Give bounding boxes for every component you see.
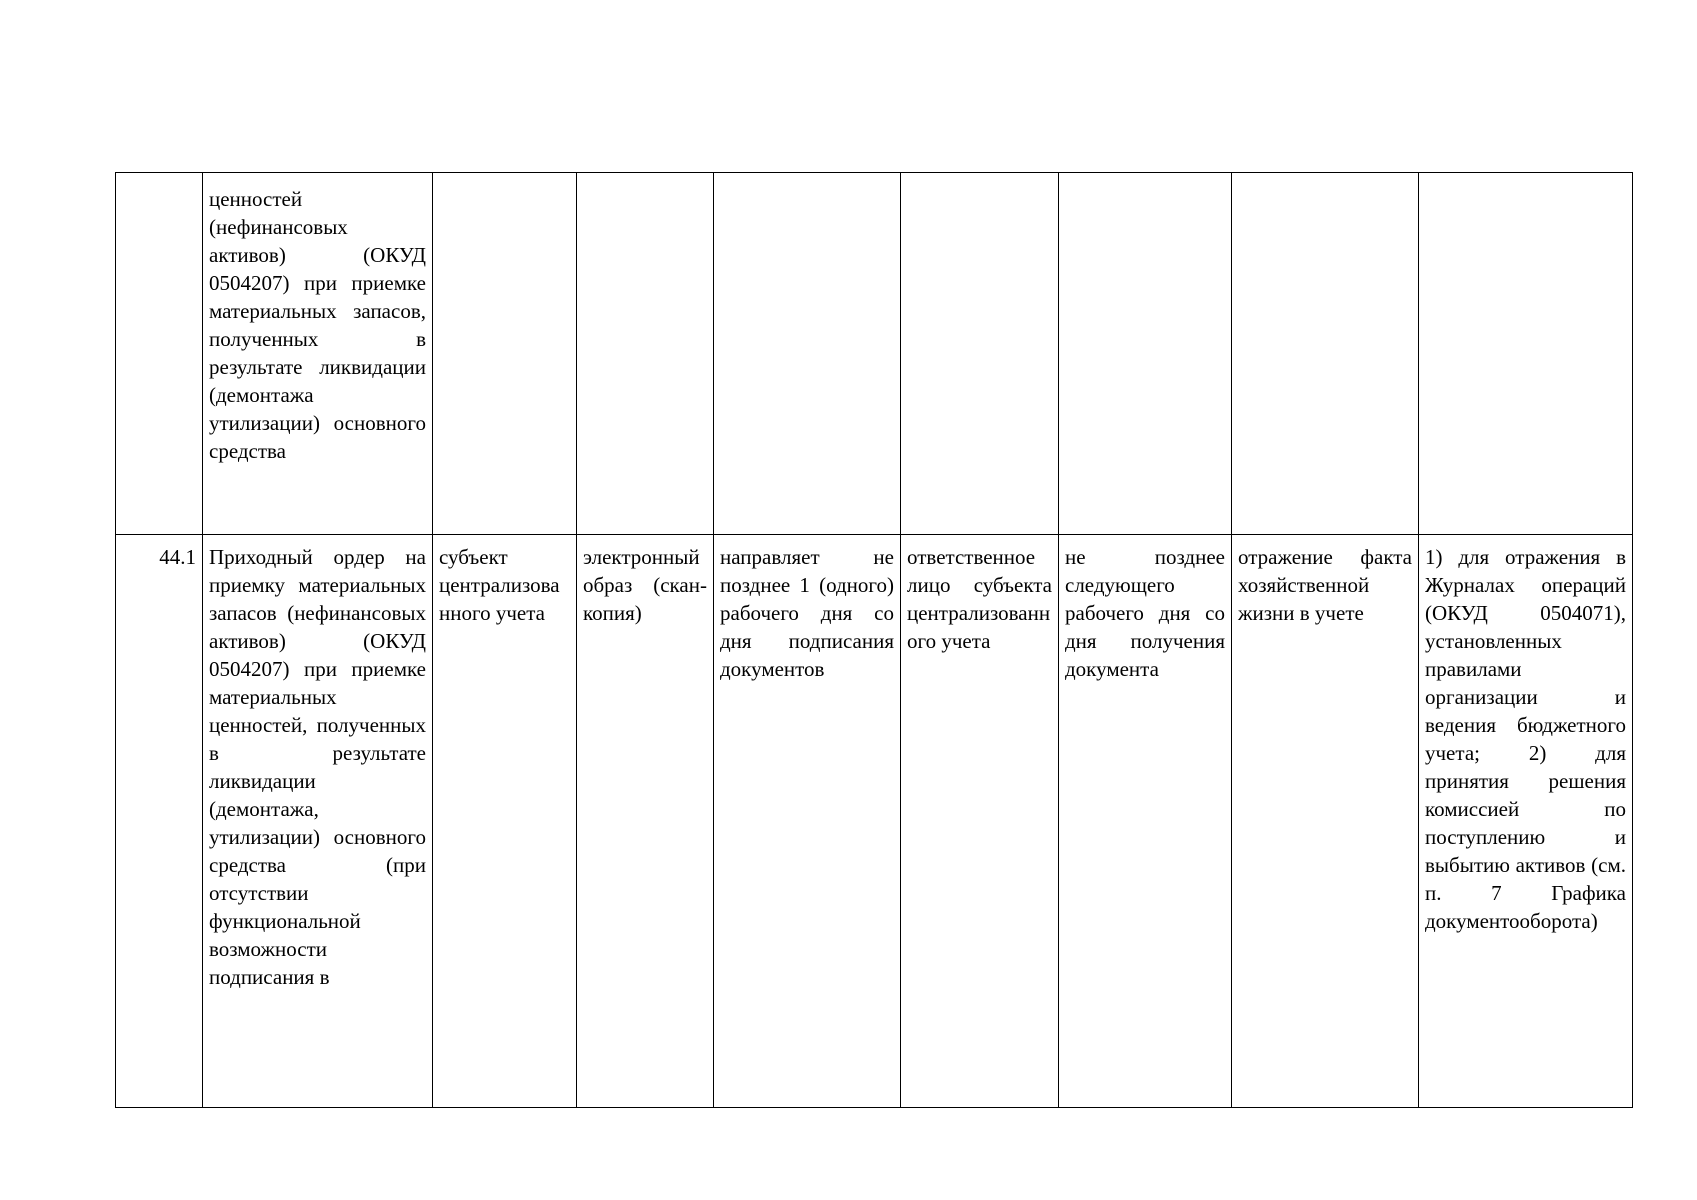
form-cell: электронный образ (скан-копия) xyxy=(577,535,714,1108)
deadline-cell xyxy=(1059,173,1232,535)
row-number: 44.1 xyxy=(116,535,203,1108)
form-cell xyxy=(577,173,714,535)
delivery-cell: направляет не позднее 1 (одного) рабочего дня со дня подписания документов xyxy=(714,535,901,1108)
table-row xyxy=(116,535,1633,1108)
purpose-cell xyxy=(1232,173,1419,535)
purpose-cell: отражение факта хозяйственной жизни в учете xyxy=(1232,535,1419,1108)
document-name-cell: Приходный ордер на приемку материальных запасов (нефинансовых активов) (ОКУД 0504207) при приемке материальных ценностей, полученных в результате ликвидации (демонтажа, утилизации) основного средства (при отсутствии функциональной возможности подписания в xyxy=(203,535,433,1108)
document-flow-table xyxy=(115,172,1633,1108)
creator-cell: субъект централизованного учета xyxy=(433,535,577,1108)
creator-cell xyxy=(433,173,577,535)
responsible-cell xyxy=(901,173,1059,535)
document-name-cell: ценностей (нефинансовых активов) (ОКУД 0504207) при приемке материальных запасов, полученных в результате ликвидации (демонтажа утилизации) основного средства xyxy=(203,173,433,535)
table-row xyxy=(116,173,1633,535)
delivery-cell xyxy=(714,173,901,535)
deadline-cell: не позднее следующего рабочего дня со дня получения документа xyxy=(1059,535,1232,1108)
usage-cell xyxy=(1419,173,1633,535)
usage-cell: 1) для отражения в Журналах операций (ОКУД 0504071), установленных правилами организации и ведения бюджетного учета; 2) для принятия решения комиссией по поступлению и выбытию активов (см. п. 7 Графика документооборота) xyxy=(1419,535,1633,1108)
responsible-cell: ответственное лицо субъекта централизованного учета xyxy=(901,535,1059,1108)
row-number xyxy=(116,173,203,535)
